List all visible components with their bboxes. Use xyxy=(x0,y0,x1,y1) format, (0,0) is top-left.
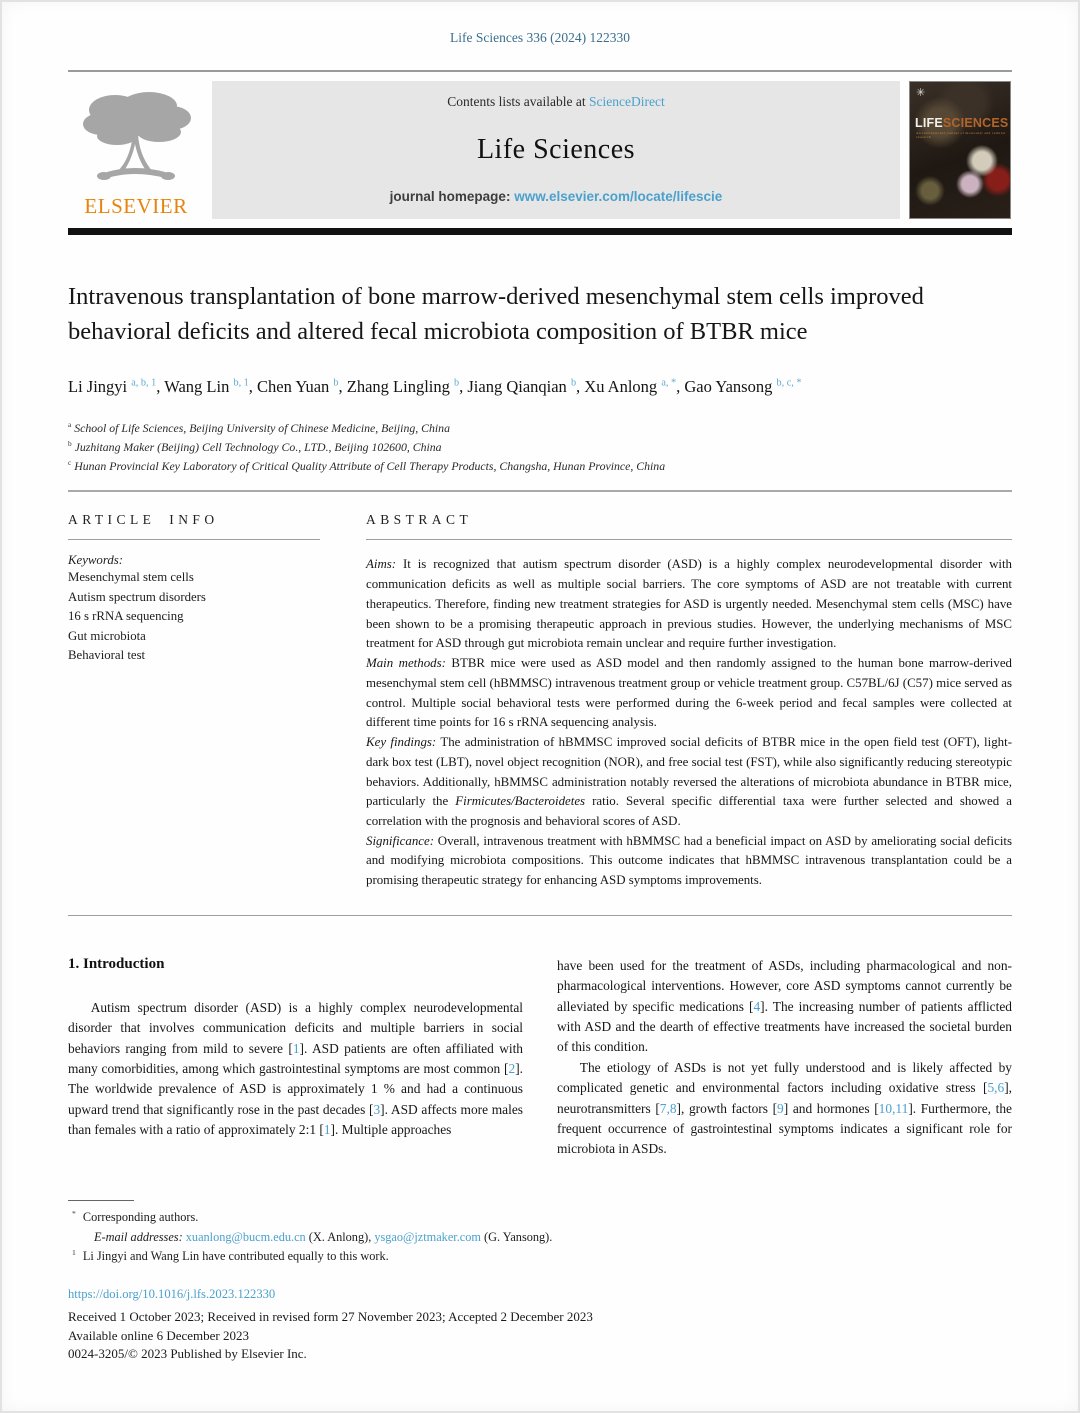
affiliations xyxy=(68,419,1012,476)
article-title: Intravenous transplantation of bone marrow-derived mesenchymal stem cells improved behavioral deficits and altered fecal microbiota composition of BTBR mice xyxy=(68,283,924,346)
abstract-heading: ABSTRACT xyxy=(366,512,473,528)
article-info-column xyxy=(68,512,320,890)
inline-link[interactable]: 1 xyxy=(292,1040,300,1056)
intro-paragraph: Autism spectrum disorder (ASD) is a highly complex neurodevelopmental disorder that involves communication deficits and multiple barriers in social behaviors ranging from mild to severe [1]. ASD patients are often affiliated with many comorbidities, among which gastrointestinal symptoms are most common [2]. The worldwide prevalence of ASD is approximately 1 % and had a continuous upward trend that significantly rose in the past decades [3]. ASD affects more males than females with a ratio of approximately 2:1 [1]. Multiple approaches xyxy=(68,999,524,1138)
superscript-marker: b xyxy=(454,377,460,389)
superscript-marker: b, 1 xyxy=(233,377,249,389)
superscript-marker: * xyxy=(72,1208,76,1218)
intro-left-column xyxy=(68,956,523,1160)
abstract-column xyxy=(366,512,1012,890)
introduction-section xyxy=(68,956,1012,1160)
header-banner xyxy=(212,81,900,219)
journal-cover-thumbnail[interactable] xyxy=(909,81,1011,219)
emphasis-text: Firmicutes/Bacteroidetes xyxy=(455,794,586,809)
keyword-item: Mesenchymal stem cells xyxy=(68,570,194,585)
header-divider-bar xyxy=(68,228,1012,235)
doi-link[interactable]: https://doi.org/10.1016/j.lfs.2023.122330 xyxy=(68,1287,276,1302)
footnote-emails: E-mail addresses: xuanlong@bucm.edu.cn (X. Anlong), ysgao@jztmaker.com (G. Yansong). xyxy=(94,1229,553,1244)
footnote-equal-contribution: $^1$ Li Jingyi and Wang Lin have contributed equally to this work. xyxy=(72,1248,389,1264)
keyword-item: 16 s rRNA sequencing xyxy=(68,609,184,624)
footnote-corresponding: * Corresponding authors. xyxy=(72,1208,199,1224)
inline-link[interactable]: 4 xyxy=(753,998,761,1014)
cover-title: LIFESCIENCES xyxy=(915,116,1009,130)
emphasis-text: Key findings: xyxy=(366,735,437,750)
inline-link[interactable]: 5,6 xyxy=(987,1080,1005,1096)
emphasis-text: Significance: xyxy=(366,833,435,848)
authors-line: Li Jingyi $^{a, b, 1}$, Wang Lin $^{b, 1}$, Chen Yuan $^b$, Zhang Lingling $^b$, Jiang Qianqian $^b$, Xu Anlong $^{a, *}$, Gao Yansong $^{b, c, *}$ xyxy=(68,376,802,396)
info-abstract-section xyxy=(68,492,1012,890)
contents-line: Contents lists available at ScienceDirect xyxy=(447,94,665,109)
intro-right-column xyxy=(557,956,1012,1160)
emphasis-text: E-mail addresses: xyxy=(94,1229,183,1244)
superscript-marker: b xyxy=(570,377,577,389)
superscript-marker: b, c, * xyxy=(776,377,802,389)
inline-link[interactable]: 1 xyxy=(323,1122,331,1138)
affiliation-line: $^b$ Juzhitang Maker (Beijing) Cell Technology Co., LTD., Beijing 102600, China xyxy=(68,439,442,455)
keyword-item: Gut microbiota xyxy=(68,628,146,643)
keyword-item: Behavioral test xyxy=(68,648,146,663)
section-divider-bottom xyxy=(68,915,1012,916)
emphasis-text: Aims: xyxy=(366,557,397,572)
article-info-heading: ARTICLE INFO xyxy=(68,512,219,528)
cover-publisher-icon: ✳ xyxy=(916,87,926,99)
footnote-divider xyxy=(68,1200,134,1201)
superscript-marker: b xyxy=(333,377,339,389)
inline-link[interactable]: xuanlong@bucm.edu.cn xyxy=(185,1229,306,1244)
intro-paragraph: have been used for the treatment of ASDs, including pharmacological and non-pharmacological interventions. However, core ASD symptoms cannot currently be alleviated by specific medications [4]. The increasing number of patients afflicted with ASD and the dearth of effective treatments have increased the societal burden of this condition. xyxy=(557,957,1012,1055)
keyword-item: Autism spectrum disorders xyxy=(68,589,206,604)
affiliation-line: $^a$ School of Life Sciences, Beijing University of Chinese Medicine, Beijing, China xyxy=(68,420,450,436)
running-head: Life Sciences 336 (2024) 122330 xyxy=(450,30,630,45)
available-online-line: Available online 6 December 2023 xyxy=(68,1328,249,1344)
inline-link[interactable]: 3 xyxy=(373,1101,381,1117)
emphasis-text: Main methods: xyxy=(366,656,446,671)
elsevier-logo[interactable] xyxy=(68,81,204,219)
elsevier-tree-icon xyxy=(77,88,195,192)
article-info-rule xyxy=(68,539,320,540)
intro-heading: 1. Introduction xyxy=(68,955,165,972)
keywords-label: Keywords: xyxy=(68,553,123,568)
superscript-marker: a, b, 1 xyxy=(131,377,157,389)
abstract-rule xyxy=(366,539,1012,540)
affiliation-line: $^c$ Hunan Provincial Key Laboratory of Critical Quality Attribute of Cell Therapy Products, Changsha, Hunan Province, China xyxy=(68,458,666,474)
journal-header xyxy=(68,70,1012,219)
superscript-marker: a, * xyxy=(661,377,677,389)
elsevier-wordmark: ELSEVIER xyxy=(84,194,188,218)
cover-subline: An international journal of molecular and cellular research xyxy=(916,131,1006,139)
inline-link[interactable]: 9 xyxy=(777,1100,784,1116)
journal-title: Life Sciences xyxy=(476,133,636,165)
inline-link[interactable]: 7,8 xyxy=(659,1100,677,1116)
abstract-paragraph-significance: Significance: Overall, intravenous treatment with hBMMSC had a beneficial impact on ASD by ameliorating social deficits and modifying microbiota compositions. This outcome indicates that hBMMSC intravenous transplantation could be a promising therapeutic strategy for enhancing ASD symptoms improvements. xyxy=(366,833,1012,888)
intro-paragraph: The etiology of ASDs is not yet fully understood and is likely affected by complicated genetic and environmental factors including oxidative stress [5,6], neurotransmitters [7,8], growth factors [9] and hormones [10,11]. Furthermore, the frequent occurrence of gastrointestinal symptoms indicates a significant role for microbiota in ASDs. xyxy=(557,1059,1012,1157)
inline-link[interactable]: ScienceDirect xyxy=(589,94,665,109)
received-line: Received 1 October 2023; Received in revised form 27 November 2023; Accepted 2 December 2023 xyxy=(68,1309,593,1325)
abstract-paragraph-methods: Main methods: BTBR mice were used as ASD model and then randomly assigned to the human bone marrow-derived mesenchymal stem cell (hBMMSC) intravenous treatment group or vehicle treatment group. C57BL/6J (C57) mice served as control. Multiple social behavioral tests were performed during the 6-week period and fecal samples were collected at different time points for 16 s rRNA sequencing analysis. xyxy=(366,656,1012,730)
abstract-paragraph-aims: Aims: It is recognized that autism spectrum disorder (ASD) is a highly complex neurodevelopmental disorder with communication deficits as well as multiple social barriers. The core symptoms of ASD are not treatable with current therapeutics. Therefore, finding new treatment strategies for ASD is urgently needed. Mesenchymal stem cells (MSC) have been shown to be a promising therapeutic approach in previous studies. However, the underlying mechanisms of MSC treatment for ASD through gut microbiota remain unclear and require further investigation. xyxy=(366,557,1012,651)
inline-link[interactable]: ysgao@jztmaker.com xyxy=(374,1229,481,1244)
doi-line xyxy=(68,1287,1012,1302)
inline-link[interactable]: 2 xyxy=(508,1061,516,1077)
inline-link[interactable]: www.elsevier.com/locate/lifescie xyxy=(514,189,723,204)
superscript-marker: 1 xyxy=(72,1248,76,1258)
footnotes xyxy=(68,1208,1012,1268)
inline-link[interactable]: 10,11 xyxy=(878,1100,909,1116)
copyright-line: 0024-3205/© 2023 Published by Elsevier Inc. xyxy=(68,1346,307,1362)
homepage-line: journal homepage: www.elsevier.com/locate/lifescie xyxy=(389,189,723,204)
abstract-paragraph-findings: Key findings: The administration of hBMMSC improved social deficits of BTBR mice in the open field test (OFT), light-dark box test (LBT), novel object recognition (NOR), and free social test (FST), while also significantly reducing stereotypic behaviors. Additionally, hBMMSC administration notably reversed the alterations of microbiota abundance in BTBR mice, particularly the Firmicutes/Bacteroidetes ratio. Several specific differential taxa were further selected and showed a correlation with the prognosis and behavioral scores of ASD. xyxy=(366,735,1012,828)
